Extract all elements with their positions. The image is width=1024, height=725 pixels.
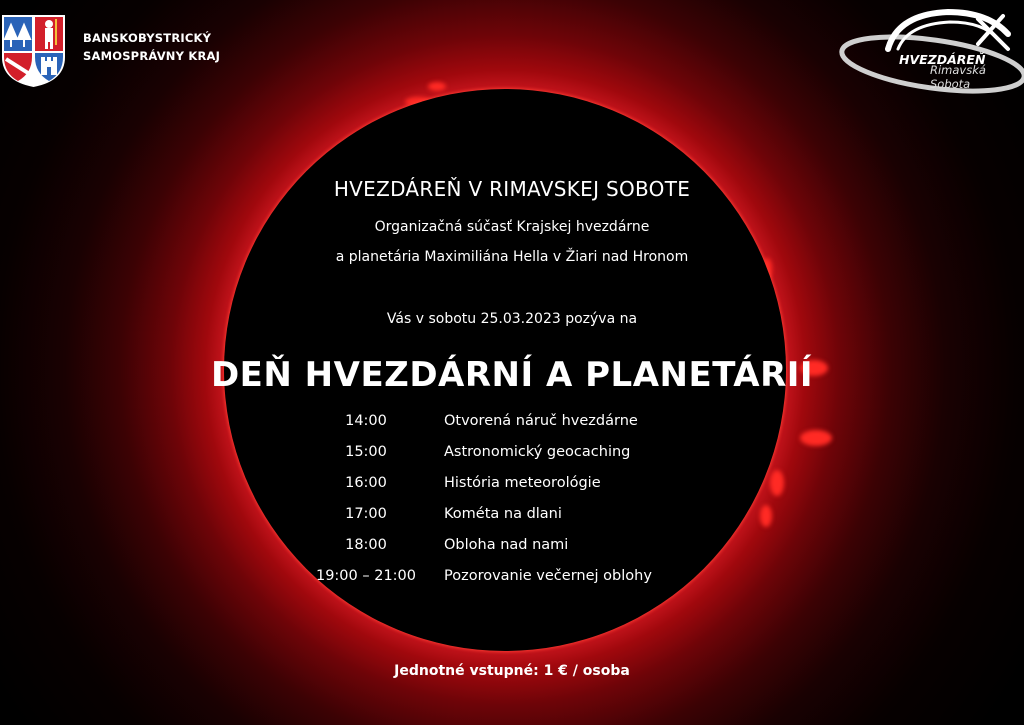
schedule-row <box>300 568 780 599</box>
event-headline: DEŇ HVEZDÁRNÍ A PLANETÁRIÍ <box>210 355 814 395</box>
flare-right-3 <box>800 430 832 446</box>
observatory-logo-subtitle: Rimavská Sobota <box>930 63 986 91</box>
schedule-row <box>300 537 780 568</box>
admission-price: Jednotné vstupné: 1 € / osoba <box>394 663 630 679</box>
schedule-activity: Otvorená náruč hvezdárne <box>444 413 638 429</box>
schedule-activity: Pozorovanie večernej oblohy <box>444 568 652 584</box>
schedule-activity: Obloha nad nami <box>444 537 569 553</box>
schedule-time: 15:00 <box>345 444 387 460</box>
schedule-activity: Kométa na dlani <box>444 506 562 522</box>
schedule-time: 19:00 – 21:00 <box>315 568 417 584</box>
region-name-line2: SAMOSPRÁVNY KRAJ <box>83 49 221 63</box>
flare-top-2 <box>428 82 446 91</box>
schedule-row <box>300 444 780 475</box>
schedule-time: 18:00 <box>345 537 387 553</box>
schedule-row <box>300 506 780 537</box>
poster-title: HVEZDÁREŇ V RIMAVSKEJ SOBOTE <box>333 177 691 201</box>
schedule-time: 14:00 <box>345 413 387 429</box>
region-name <box>83 29 220 65</box>
observatory-logo-title: HVEZDÁREŇ <box>899 52 986 67</box>
schedule-activity: Astronomický geocaching <box>444 444 631 460</box>
schedule-row <box>300 413 780 444</box>
schedule-list <box>300 413 780 599</box>
subtitle-line1: Organizačná súčasť Krajskej hvezdárne <box>374 219 650 235</box>
subtitle-line2: a planetária Maximiliána Hella v Žiari nad Hronom <box>335 249 689 265</box>
schedule-time: 17:00 <box>345 506 387 522</box>
schedule-activity: História meteorológie <box>444 475 601 491</box>
schedule-time: 16:00 <box>345 475 387 491</box>
schedule-row <box>300 475 780 506</box>
region-name-line1: BANSKOBYSTRICKÝ <box>83 31 212 45</box>
invitation-text: Vás v sobotu 25.03.2023 pozýva na <box>386 311 638 327</box>
coat-of-arms-icon <box>0 13 67 89</box>
